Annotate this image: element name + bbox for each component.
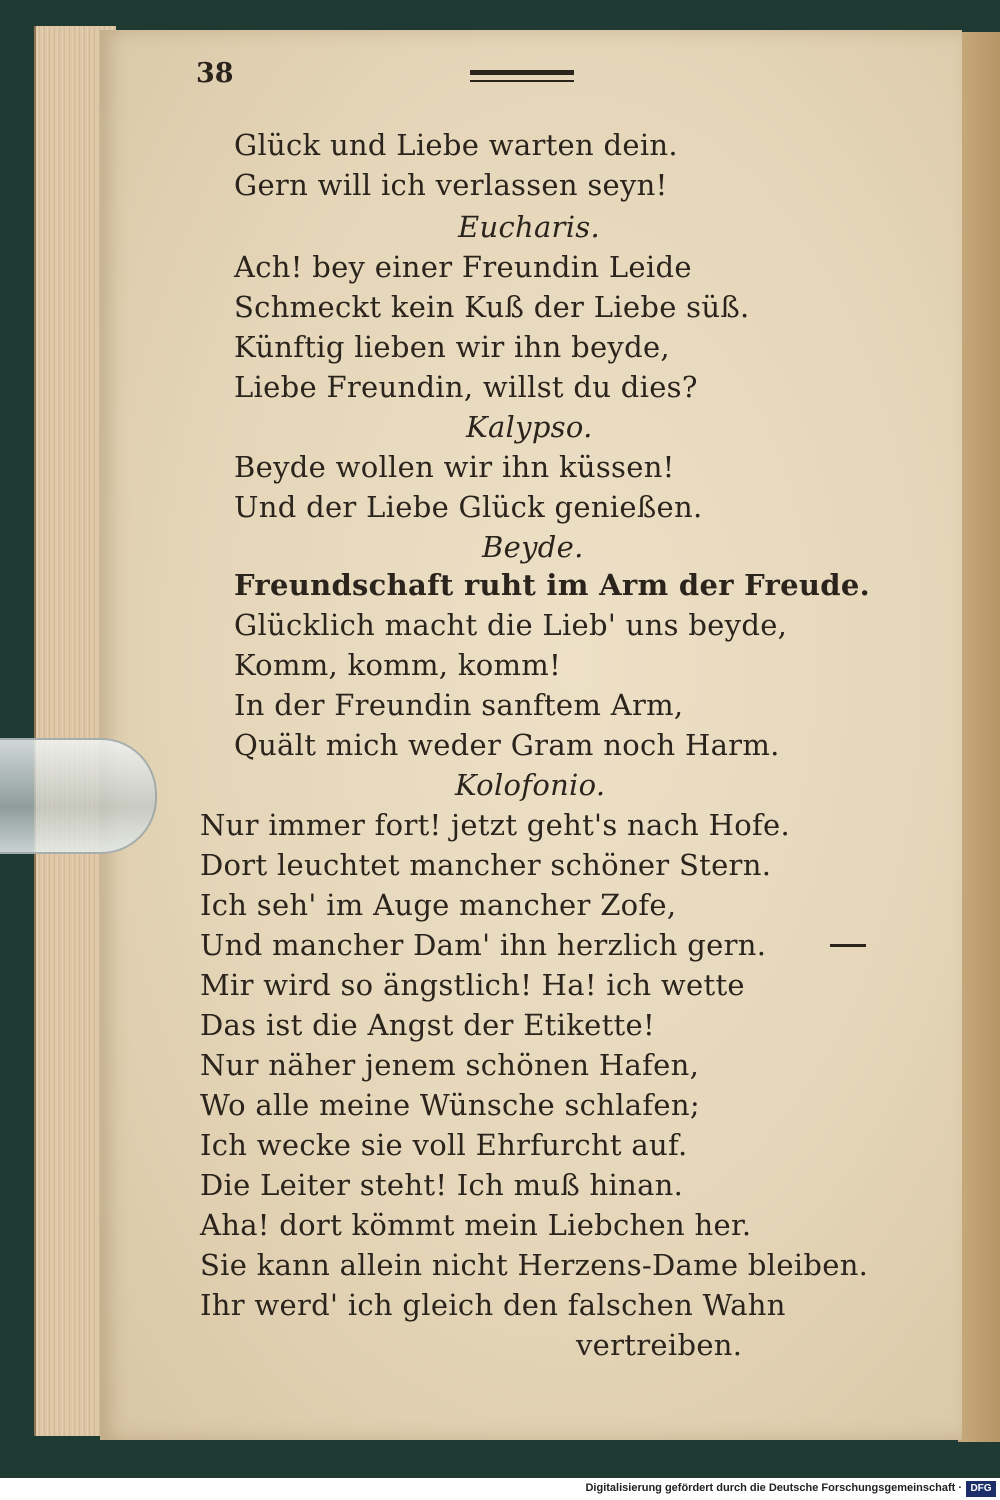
verse-line: Und der Liebe Glück genießen.: [234, 490, 703, 524]
verse-line: Komm, komm, komm!: [234, 648, 562, 682]
verse-line: Liebe Freundin, willst du dies?: [234, 370, 698, 404]
verse-line: Sie kann allein nicht Herzens-Dame bleiben.: [200, 1248, 869, 1282]
verse-line: Das ist die Angst der Etikette!: [200, 1008, 655, 1042]
verse-line: In der Freundin sanftem Arm,: [234, 688, 684, 722]
facing-page-edge: [958, 32, 1000, 1442]
verse-line: Ich wecke sie voll Ehrfurcht auf.: [200, 1128, 688, 1162]
verse-line: Dort leuchtet mancher schöner Stern.: [200, 848, 772, 882]
verse-line: Nur näher jenem schönen Hafen,: [200, 1048, 700, 1082]
page-number: 38: [196, 58, 234, 89]
verse-line: Künftig lieben wir ihn beyde,: [234, 330, 670, 364]
dfg-logo: DFG: [966, 1481, 996, 1497]
verse-line: Freundschaft ruht im Arm der Freude.: [234, 568, 870, 602]
verse-line: Mir wird so ängstlich! Ha! ich wette: [200, 968, 745, 1002]
verse-line: Glücklich macht die Lieb' uns beyde,: [234, 608, 788, 642]
em-dash: [830, 944, 866, 947]
verse-line: Quält mich weder Gram noch Harm.: [234, 728, 780, 762]
speaker-name: Kalypso.: [466, 410, 593, 444]
header-rule-thin: [470, 80, 574, 82]
header-rule: [470, 70, 574, 75]
verse-line: Aha! dort kömmt mein Liebchen her.: [200, 1208, 752, 1242]
verse-line: Gern will ich verlassen seyn!: [234, 168, 668, 202]
verse-line: Schmeckt kein Kuß der Liebe süß.: [234, 290, 750, 324]
verse-line: vertreiben.: [576, 1328, 743, 1362]
digitization-credit: [0, 1478, 1000, 1500]
verse-line: Ich seh' im Auge mancher Zofe,: [200, 888, 677, 922]
speaker-name: Eucharis.: [458, 210, 600, 244]
verse-line: Und mancher Dam' ihn herzlich gern.: [200, 928, 767, 962]
verse-line: Nur immer fort! jetzt geht's nach Hofe.: [200, 808, 790, 842]
page-clip: [0, 738, 157, 854]
verse-line: Glück und Liebe warten dein.: [234, 128, 678, 162]
verse-line: Die Leiter steht! Ich muß hinan.: [200, 1168, 684, 1202]
verse-line: Beyde wollen wir ihn küssen!: [234, 450, 675, 484]
speaker-name: Kolofonio.: [455, 768, 606, 802]
verse-line: Ach! bey einer Freundin Leide: [234, 250, 692, 284]
verse-line: Wo alle meine Wünsche schlafen;: [200, 1088, 700, 1122]
verse-line: Ihr werd' ich gleich den falschen Wahn: [200, 1288, 786, 1322]
speaker-name: Beyde.: [482, 530, 584, 564]
credit-text: Digitalisierung gefördert durch die Deutsche Forschungsgemeinschaft ·: [585, 1482, 962, 1494]
